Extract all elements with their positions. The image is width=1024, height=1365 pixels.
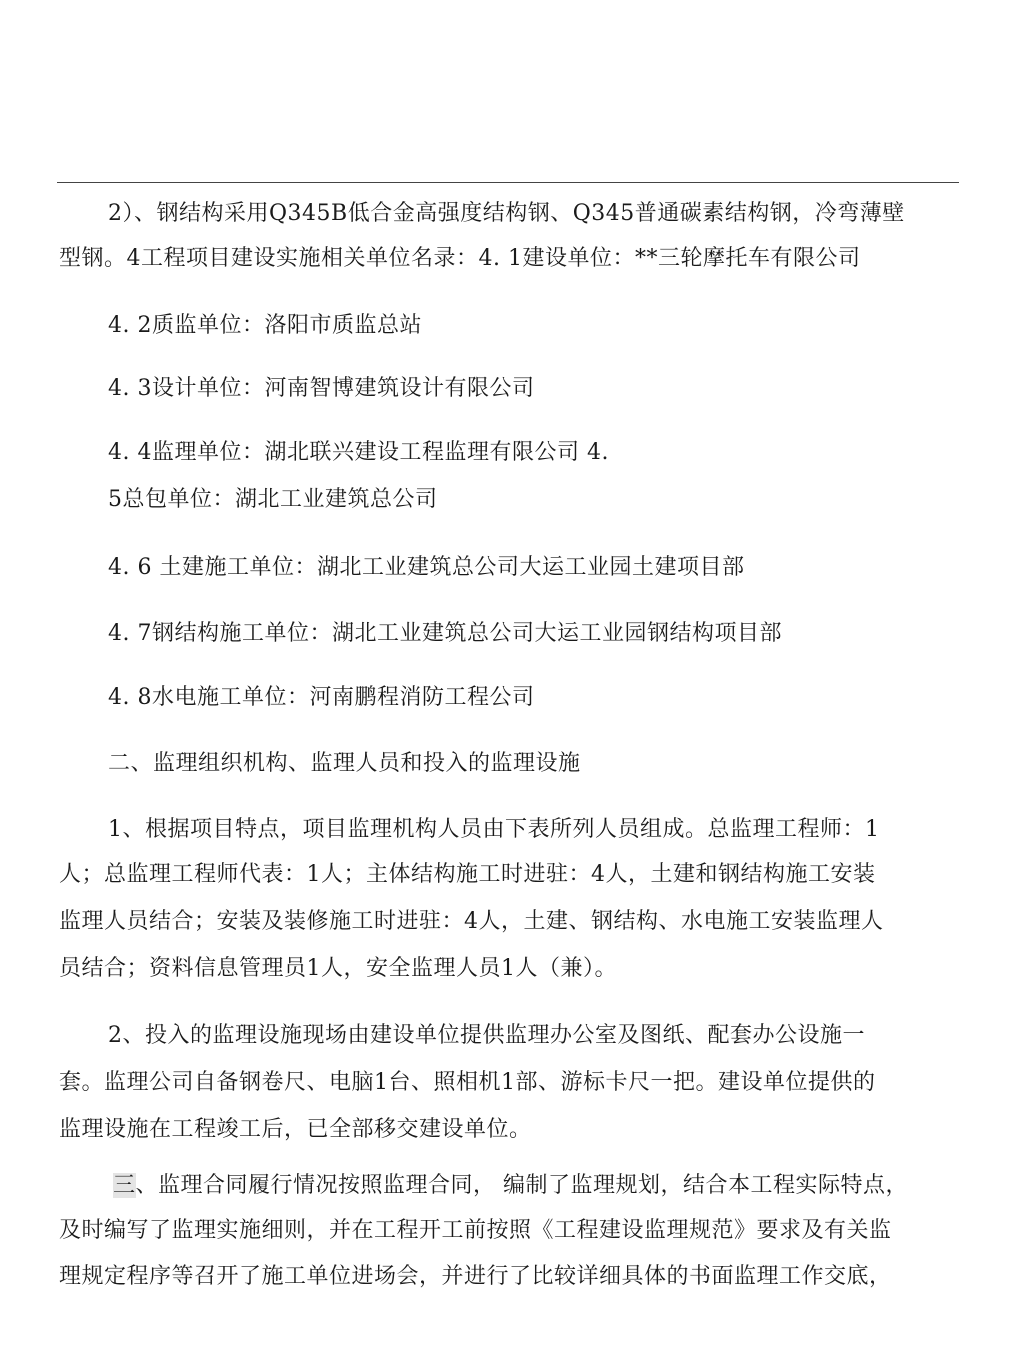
paragraph-line: 员结合；资料信息管理员1人，安全监理人员1人（兼）。	[59, 956, 617, 981]
paragraph-line: 4. 7钢结构施工单位：湖北工业建筑总公司大运工业园钢结构项目部	[108, 621, 782, 646]
paragraph-line: 1、根据项目特点，项目监理机构人员由下表所列人员组成。总监理工程师：1	[108, 817, 880, 842]
paragraph-line: 4. 3设计单位：河南智博建筑设计有限公司	[108, 376, 535, 401]
section-paragraph-text: 、监理合同履行情况按照监理合同， 编制了监理规划，结合本工程实际特点，	[135, 1173, 909, 1198]
paragraph-line: 套。监理公司自备钢卷尺、电脑1台、照相机1部、游标卡尺一把。建设单位提供的	[59, 1070, 876, 1095]
paragraph-line: 监理设施在工程竣工后，已全部移交建设单位。	[59, 1117, 532, 1142]
header-divider	[57, 182, 959, 183]
section-number-highlight: 三	[113, 1173, 136, 1198]
paragraph-line: 监理人员结合；安装及装修施工时进驻：4人，土建、钢结构、水电施工安装监理人	[59, 909, 884, 934]
paragraph-line: 及时编写了监理实施细则，并在工程开工前按照《工程建设监理规范》要求及有关监	[59, 1218, 892, 1243]
paragraph-line: 4. 4监理单位：湖北联兴建设工程监理有限公司 4.	[108, 440, 609, 465]
section-paragraph-line	[113, 1171, 908, 1201]
paragraph-line: 理规定程序等召开了施工单位进场会，并进行了比较详细具体的书面监理工作交底，	[59, 1264, 892, 1289]
paragraph-line: 4. 8水电施工单位：河南鹏程消防工程公司	[108, 685, 535, 710]
paragraph-line: 5总包单位：湖北工业建筑总公司	[108, 487, 438, 512]
paragraph-line: 2、投入的监理设施现场由建设单位提供监理办公室及图纸、配套办公设施一	[108, 1023, 865, 1048]
section-heading: 二、监理组织机构、监理人员和投入的监理设施	[108, 751, 581, 776]
paragraph-line: 4. 2质监单位：洛阳市质监总站	[108, 313, 422, 338]
paragraph-line: 人；总监理工程师代表：1人；主体结构施工时进驻：4人，土建和钢结构施工安装	[59, 862, 876, 887]
paragraph-line: 4. 6 土建施工单位：湖北工业建筑总公司大运工业园土建项目部	[108, 555, 745, 580]
paragraph-line: 2）、钢结构采用Q345B低合金高强度结构钢、Q345普通碳素结构钢，冷弯薄壁	[108, 201, 905, 226]
paragraph-line: 型钢。4工程项目建设实施相关单位名录：4. 1建设单位：**三轮摩托车有限公司	[59, 246, 861, 271]
